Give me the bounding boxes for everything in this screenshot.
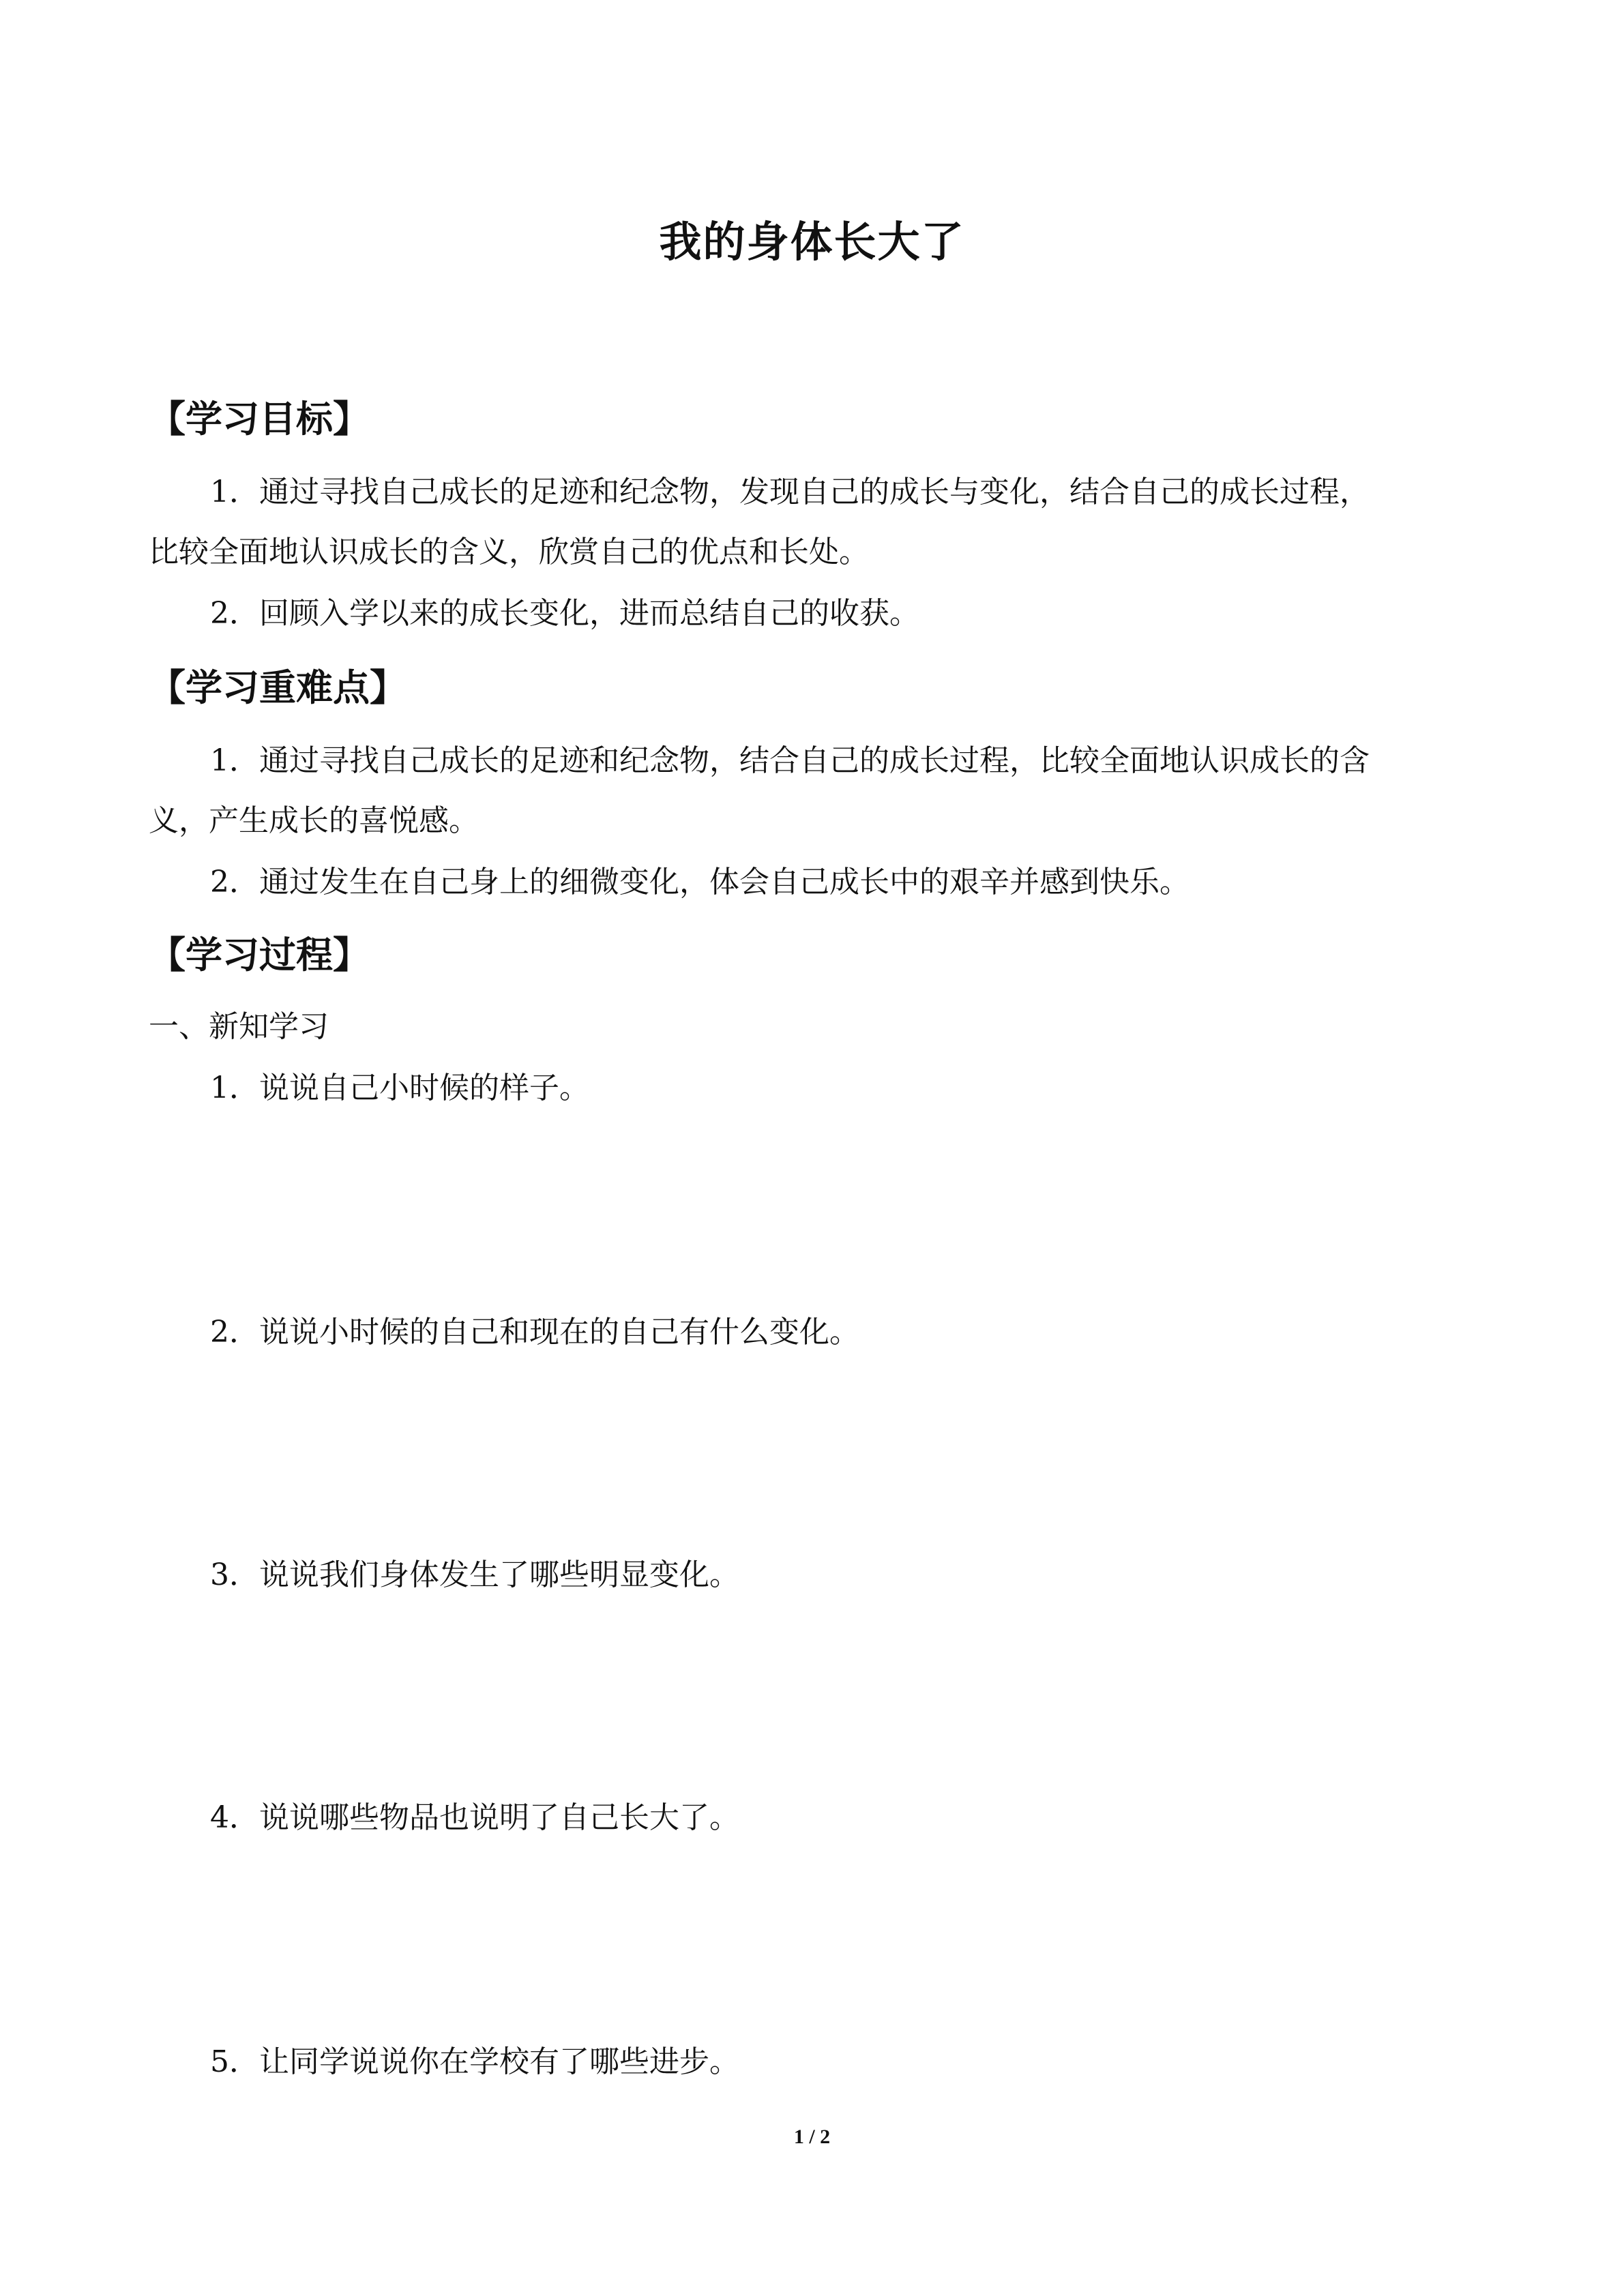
page-number: 1 / 2 — [793, 2126, 831, 2148]
goals-item-1-line-1: 1．通过寻找自己成长的足迹和纪念物，发现自己的成长与变化，结合自己的成长过程， — [210, 475, 1370, 509]
question-1: 1．说说自己小时候的样子。 — [210, 1071, 589, 1105]
question-2: 2．说说小时候的自己和现在的自己有什么变化。 — [210, 1315, 859, 1350]
key-points-item-2: 2．通过发生在自己身上的细微变化，体会自己成长中的艰辛并感到快乐。 — [210, 865, 1190, 899]
process-subheading: 一、新知学习 — [149, 1009, 329, 1044]
question-4: 4．说说哪些物品也说明了自己长大了。 — [210, 1800, 739, 1835]
question-5: 5．让同学说说你在学校有了哪些进步。 — [210, 2044, 739, 2079]
goals-item-2: 2．回顾入学以来的成长变化，进而总结自己的收获。 — [210, 596, 919, 631]
section-heading-goals: 【学习目标】 — [149, 398, 370, 441]
key-points-item-1-line-1: 1．通过寻找自己成长的足迹和纪念物，结合自己的成长过程，比较全面地认识成长的含 — [210, 743, 1370, 778]
document-title: 我的身体长大了 — [659, 217, 965, 267]
question-3: 3．说说我们身体发生了哪些明显变化。 — [210, 1557, 739, 1592]
key-points-item-1-line-2: 义，产生成长的喜悦感。 — [149, 803, 479, 838]
section-heading-process: 【学习过程】 — [149, 934, 370, 976]
goals-item-1-line-2: 比较全面地认识成长的含义，欣赏自己的优点和长处。 — [149, 535, 869, 569]
section-heading-key-points: 【学习重难点】 — [149, 666, 407, 709]
